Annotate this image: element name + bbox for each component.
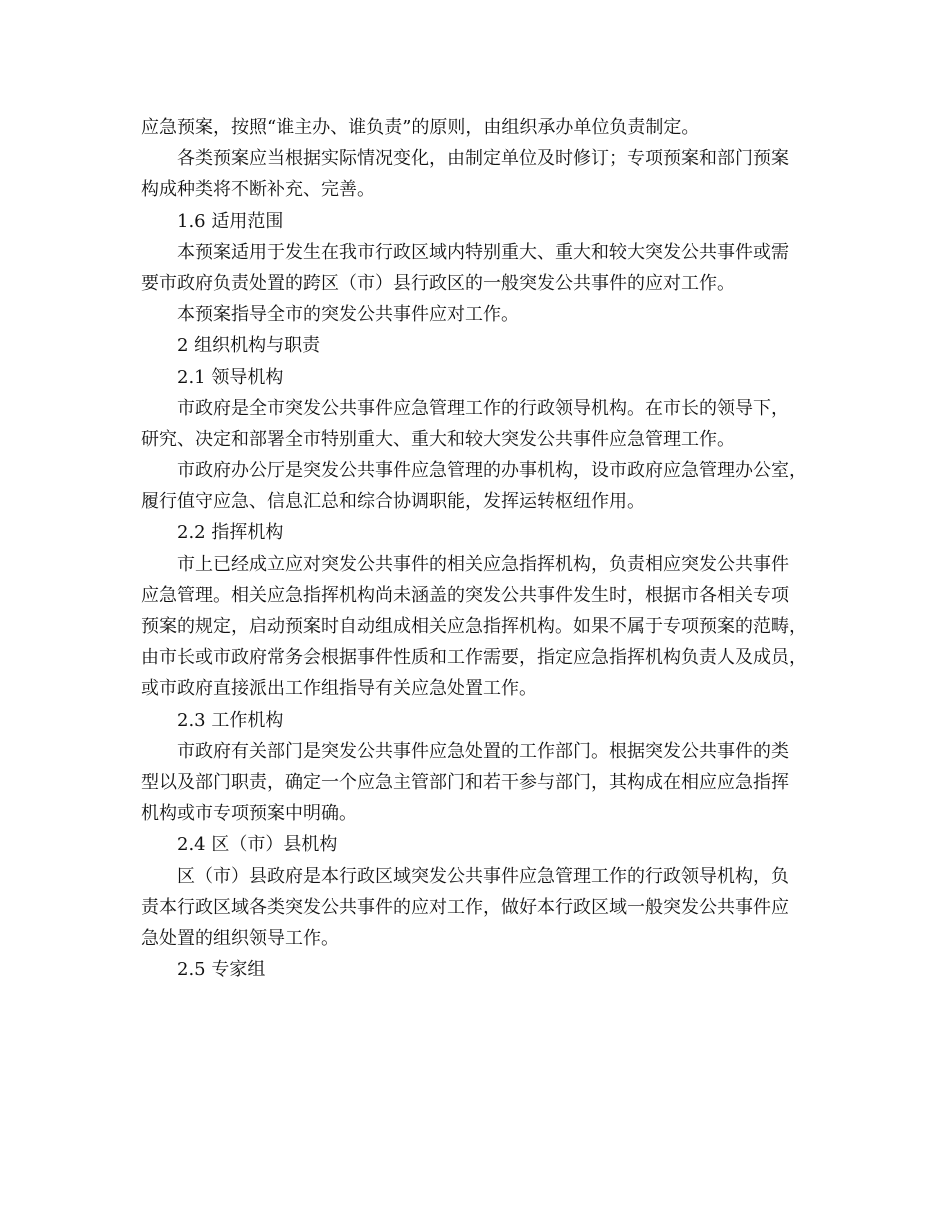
section-heading-2-4: 2.4 区（市）县机构 — [177, 834, 338, 856]
paragraph-first-line: 本预案适用于发生在我市行政区域内特别重大、重大和较大突发公共事件或需 — [177, 241, 789, 263]
paragraph-continuation: 构成种类将不断补充、完善。 — [141, 179, 375, 201]
document-body — [141, 112, 811, 985]
paragraph-first-line: 市政府办公厅是突发公共事件应急管理的办事机构，设市政府应急管理办公室， — [177, 460, 807, 482]
section-heading-2-1: 2.1 领导机构 — [177, 366, 284, 388]
section-heading-2-5: 2.5 专家组 — [177, 959, 266, 981]
paragraph-continuation: 或市政府直接派出工作组指导有关应急处置工作。 — [141, 678, 537, 700]
paragraph-first-line: 市上已经成立应对突发公共事件的相关应急指挥机构，负责相应突发公共事件 — [177, 553, 789, 575]
paragraph-continuation: 急处置的组织领导工作。 — [141, 927, 339, 949]
paragraph-continuation: 应急管理。相关应急指挥机构尚未涵盖的突发公共事件发生时，根据市各相关专项 — [141, 584, 789, 606]
section-heading-1-6: 1.6 适用范围 — [177, 210, 284, 232]
paragraph-continuation: 型以及部门职责，确定一个应急主管部门和若干参与部门，其构成在相应应急指挥 — [141, 771, 789, 793]
paragraph-continuation: 由市长或市政府常务会根据事件性质和工作需要，指定应急指挥机构负责人及成员， — [141, 647, 807, 669]
paragraph-first-line: 区（市）县政府是本行政区域突发公共事件应急管理工作的行政领导机构，负 — [177, 865, 789, 887]
paragraph-continuation: 责本行政区域各类突发公共事件的应对工作，做好本行政区域一般突发公共事件应 — [141, 896, 789, 918]
paragraph-first-line: 市政府有关部门是突发公共事件应急处置的工作部门。根据突发公共事件的类 — [177, 740, 789, 762]
paragraph-continuation: 要市政府负责处置的跨区（市）县行政区的一般突发公共事件的应对工作。 — [141, 272, 735, 294]
section-heading-2-2: 2.2 指挥机构 — [177, 522, 284, 544]
paragraph-first-line: 各类预案应当根据实际情况变化，由制定单位及时修订；专项预案和部门预案 — [177, 148, 789, 170]
section-heading-2: 2 组织机构与职责 — [177, 335, 321, 357]
paragraph-first-line: 本预案指导全市的突发公共事件应对工作。 — [177, 304, 519, 326]
section-heading-2-3: 2.3 工作机构 — [177, 709, 284, 731]
paragraph-continuation: 预案的规定，启动预案时自动组成相关应急指挥机构。如果不属于专项预案的范畴， — [141, 616, 807, 637]
paragraph-continuation: 研究、决定和部署全市特别重大、重大和较大突发公共事件应急管理工作。 — [141, 428, 735, 450]
paragraph-first-line: 市政府是全市突发公共事件应急管理工作的行政领导机构。在市长的领导下， — [177, 397, 789, 419]
paragraph-continuation: 履行值守应急、信息汇总和综合协调职能，发挥运转枢纽作用。 — [141, 491, 645, 513]
paragraph-continuation: 机构或市专项预案中明确。 — [141, 803, 357, 825]
paragraph-continuation: 应急预案，按照“谁主办、谁负责”的原则，由组织承办单位负责制定。 — [141, 117, 700, 138]
